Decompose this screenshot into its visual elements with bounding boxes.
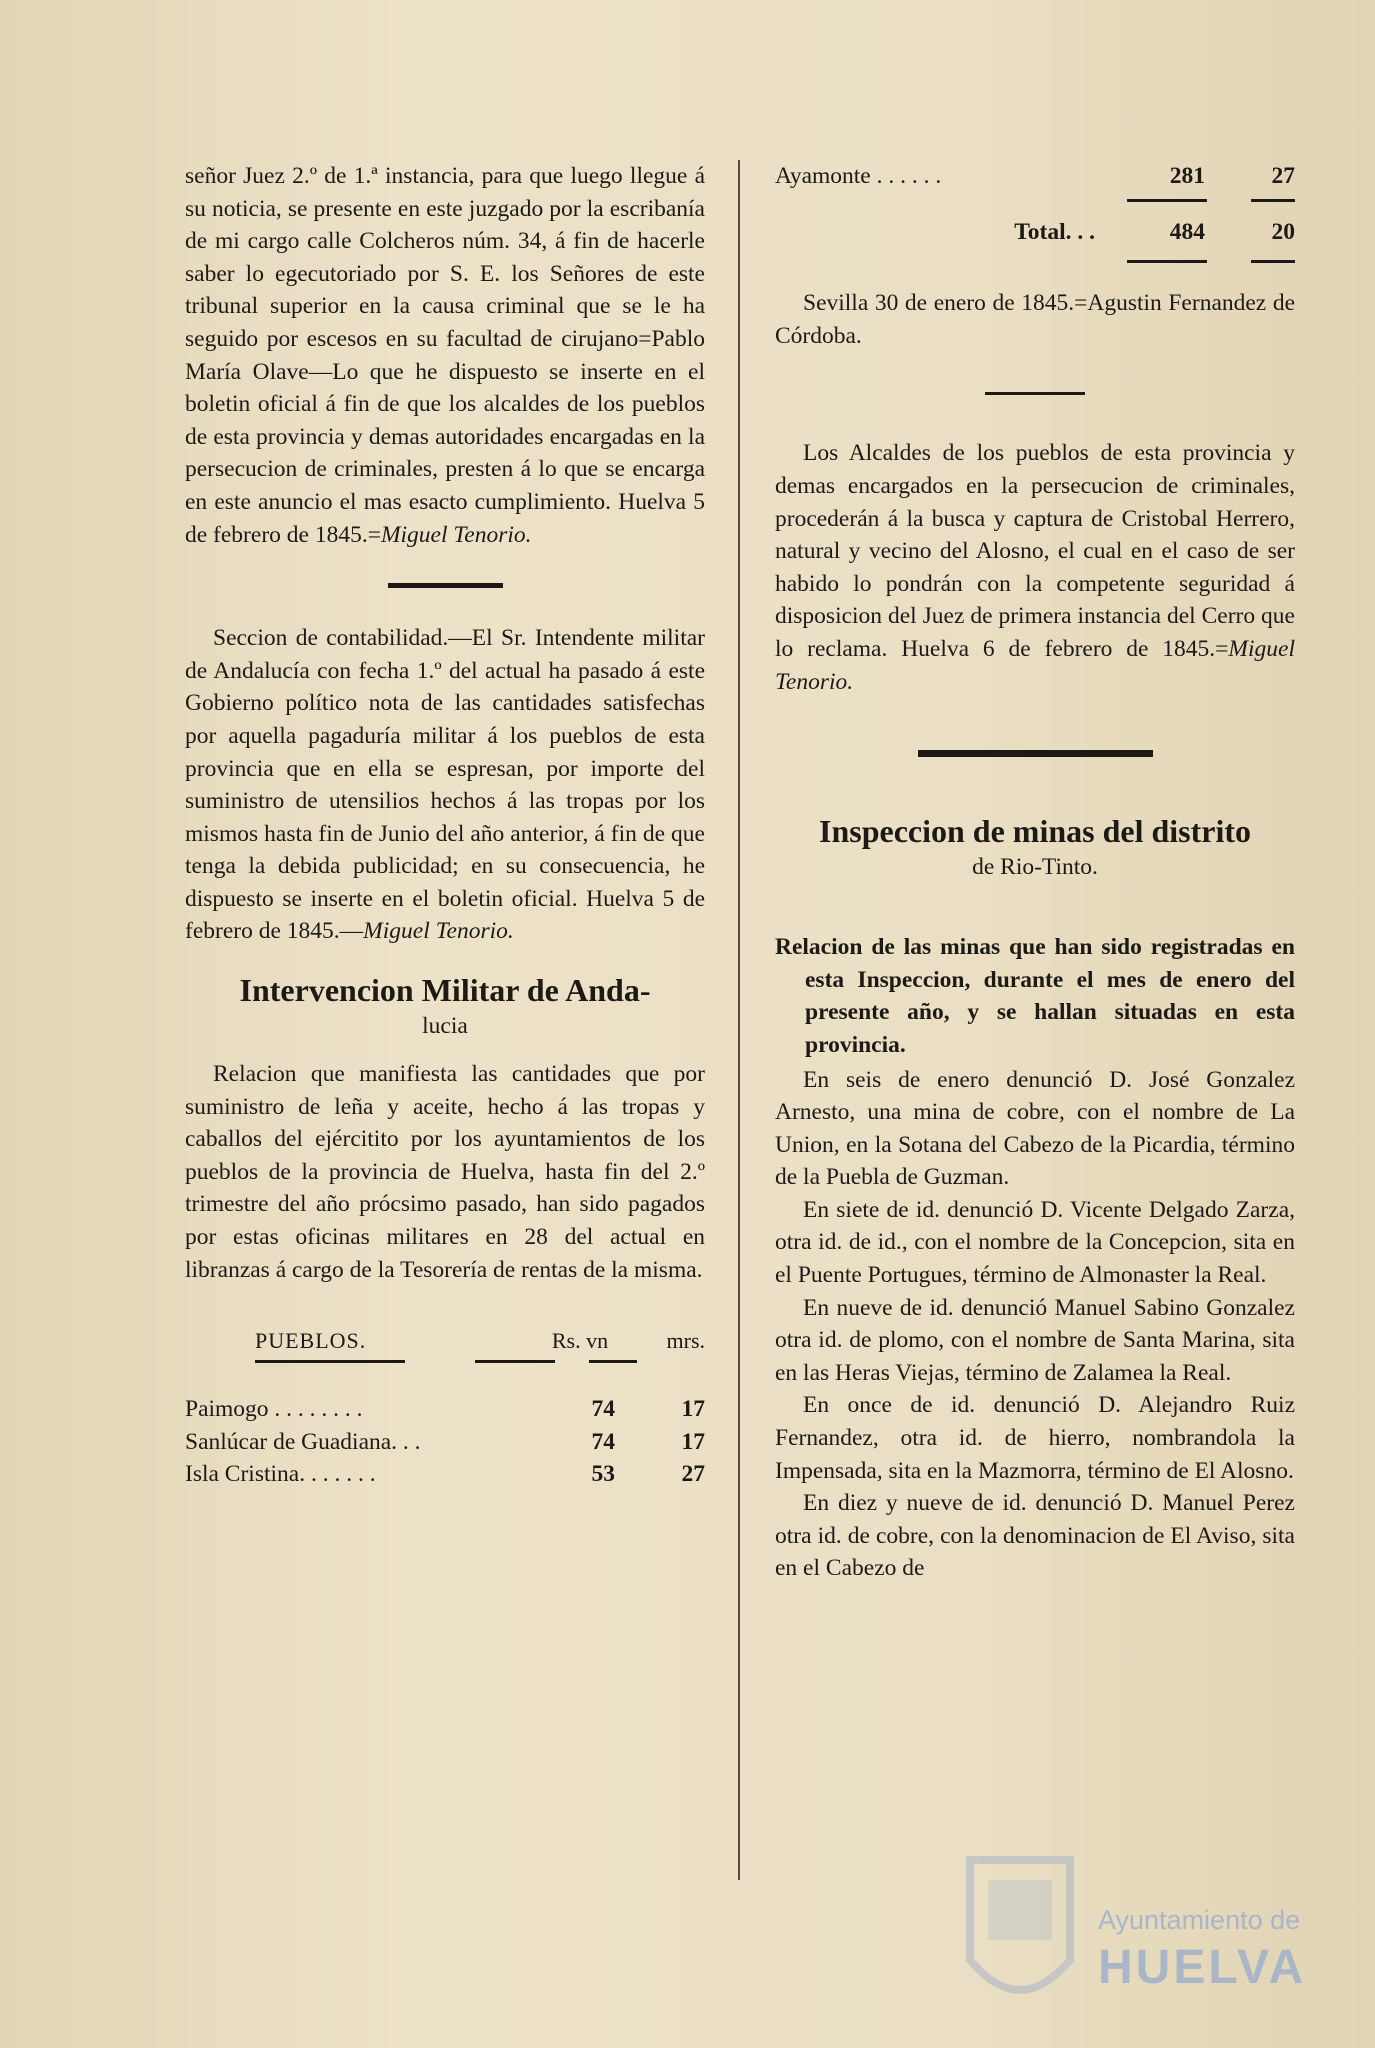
table-row	[185, 1426, 705, 1459]
table-header	[185, 1328, 705, 1354]
section-heading-continuation: lucia	[422, 1013, 468, 1040]
row-pueblo: Isla Cristina. . . . . . .	[185, 1461, 376, 1488]
relacion-minas-paragraph: Relacion de las minas que han sido registradas en esta Inspeccion, durante el mes de enero del presente año, y se hallan situadas en esta provincia.	[775, 934, 1295, 1058]
row-pueblo: Ayamonte . . . . . .	[775, 163, 942, 189]
row-mrs: 27	[681, 1461, 705, 1488]
alcaldes-paragraph: Los Alcaldes de los pueblos de esta provincia y demas encargados en la persecucion de criminales, procederán á la busca y captura de Cristobal Herrero, natural y vecino del Alosno, el cual en el caso de ser habido lo pondrán con la competente seguridad á disposicion del Juez de primera instancia del Cerro que lo reclama. Huelva 6 de febrero de 1845.=Miguel Tenorio.	[775, 440, 1295, 695]
subtotal-underline	[775, 199, 1295, 202]
table-row	[185, 1393, 705, 1426]
column-header-rs: Rs. vn	[551, 1328, 609, 1354]
separator-rule	[985, 392, 1085, 395]
section-heading-continuation: de Rio-Tinto.	[972, 854, 1098, 881]
total-underline	[775, 260, 1295, 263]
column-header-mrs: mrs.	[666, 1328, 705, 1354]
total-mrs: 20	[1271, 218, 1295, 245]
row-mrs: 27	[1271, 163, 1295, 189]
row-rs: 53	[591, 1461, 615, 1488]
watermark-line-1: Ayuntamiento de	[1098, 1905, 1301, 1935]
watermark-line-2: HUELVA	[1098, 1941, 1307, 1994]
total-rs: 484	[1169, 218, 1205, 245]
row-rs: 74	[591, 1396, 615, 1423]
table-row	[185, 1458, 705, 1491]
mine-entry: En seis de enero denunció D. José Gonzalez Arnesto, una mina de cobre, con el nombre de La Union, en la Sotana del Cabezo de la Picardia, término de la Puebla de Guzman.	[775, 1066, 1295, 1191]
row-mrs: 17	[681, 1428, 705, 1455]
row-rs: 74	[591, 1428, 615, 1455]
double-separator-rule	[918, 750, 1153, 757]
right-column	[775, 160, 1295, 1585]
mine-entry: En nueve de id. denunció Manuel Sabino Gonzalez otra id. de plomo, con el nombre de Santa Marina, sita en las Heras Viejas, término de Zalamea la Real.	[775, 1294, 1295, 1386]
row-pueblo: Paimogo . . . . . . . .	[185, 1396, 363, 1423]
left-column	[185, 160, 705, 1491]
total-row	[775, 216, 1295, 249]
section-heading-intervencion: Intervencion Militar de Anda-	[239, 972, 651, 1009]
row-rs: 281	[1169, 163, 1205, 189]
notice-paragraph-2: Seccion de contabilidad.—El Sr. Intendente militar de Andalucía con fecha 1.º del actual ha pasado á este Gobierno político nota de las cantidades satisfechas por aquella pagaduría militar á los pueblos de esta provincia que en ella se espresan, por importe del suministro de utensilios hechos á las tropas por los mismos hasta fin de Junio del año anterior, á fin de que tenga la debida publicidad; en su consecuencia, he dispuesto se inserte en el boletin oficial. Huelva 5 de febrero de 1845.—Miguel Tenorio.	[185, 625, 705, 945]
table-body	[185, 1393, 705, 1491]
mine-entry: En once de id. denunció D. Alejandro Ruiz Fernandez, otra id. de hierro, nombrandola la Impensada, sita en la Mazmorra, término de El Alosno.	[775, 1392, 1295, 1484]
column-divider	[738, 160, 740, 1880]
notice-paragraph-1: señor Juez 2.º de 1.ª instancia, para que luego llegue á su noticia, se presente en este juzgado por la escribanía de mi cargo calle Colcheros núm. 34, á fin de hacerle saber lo egecutoriado por S. E. los Señores de este tribunal superior en la causa criminal que se le ha seguido por escesos en su facultad de cirujano=Pablo María Olave—Lo que he dispuesto se inserte en el boletin oficial á fin de que los alcaldes de los pueblos de esta provincia y demas autoridades encargadas en la persecucion de criminales, presten á lo que se encarga en este anuncio el mas esacto cumplimiento. Huelva 5 de febrero de 1845.=Miguel Tenorio.	[185, 163, 705, 548]
separator-rule	[388, 583, 503, 588]
column-header-pueblos: PUEBLOS.	[255, 1328, 367, 1354]
mine-entry: En diez y nueve de id. denunció D. Manuel Perez otra id. de cobre, con la denominacion de El Aviso, sita en el Cabezo de	[775, 1490, 1295, 1582]
header-underline	[185, 1360, 705, 1363]
row-pueblo: Sanlúcar de Guadiana. . .	[185, 1428, 421, 1455]
mine-entry: En siete de id. denunció D. Vicente Delgado Zarza, otra id. de id., con el nombre de la Concepcion, sita en el Puente Portugues, término de Almonaster la Real.	[775, 1196, 1295, 1289]
row-mrs: 17	[681, 1396, 705, 1423]
table-row-ayamonte	[775, 160, 1295, 193]
relacion-paragraph: Relacion que manifiesta las cantidades que por suministro de leña y aceite, hecho á las tropas y caballos del ejércitito por los ayuntamientos de los pueblos de la provincia de Huelva, hasta fin del 2.º trimestre del año prócsimo pasado, han sido pagados por estas oficinas militares en 28 del actual en libranzas á cargo de la Tesorería de rentas de la misma.	[185, 1061, 705, 1283]
sevilla-signature-paragraph: Sevilla 30 de enero de 1845.=Agustin Fernandez de Córdoba.	[775, 290, 1295, 349]
section-heading-inspeccion: Inspeccion de minas del distrito	[818, 813, 1252, 850]
total-label: Total. . .	[1014, 218, 1095, 245]
